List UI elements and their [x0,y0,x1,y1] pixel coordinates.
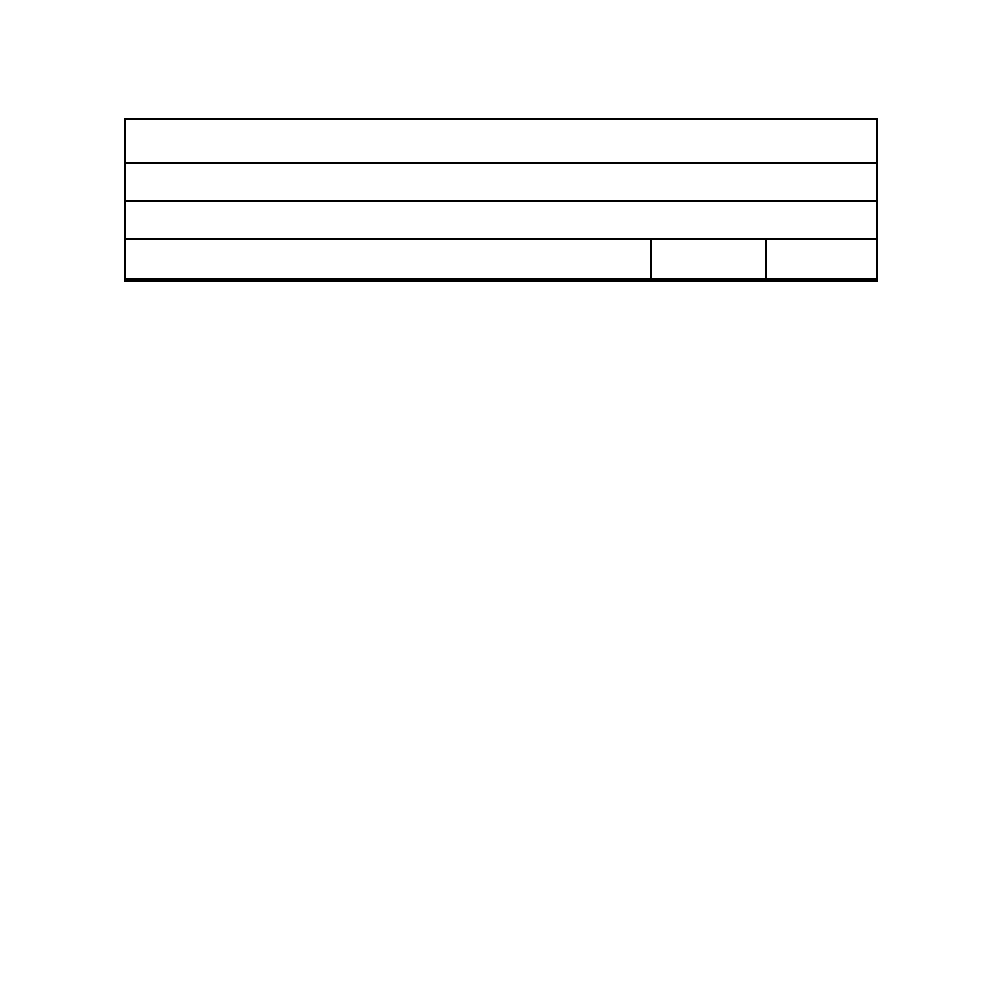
nutrition-table-body [125,119,877,280]
table-title-row [125,119,877,163]
servings-per-package-text [125,163,877,201]
serving-size-row [125,201,877,239]
column-header-row [125,239,877,280]
column-header-daily-value [766,239,877,280]
servings-per-package-row [125,163,877,201]
nutrition-facts-table [124,118,878,282]
nutrition-title [125,119,877,163]
column-header-label [125,239,651,280]
serving-size-text [125,201,877,239]
column-header-amount [651,239,766,280]
